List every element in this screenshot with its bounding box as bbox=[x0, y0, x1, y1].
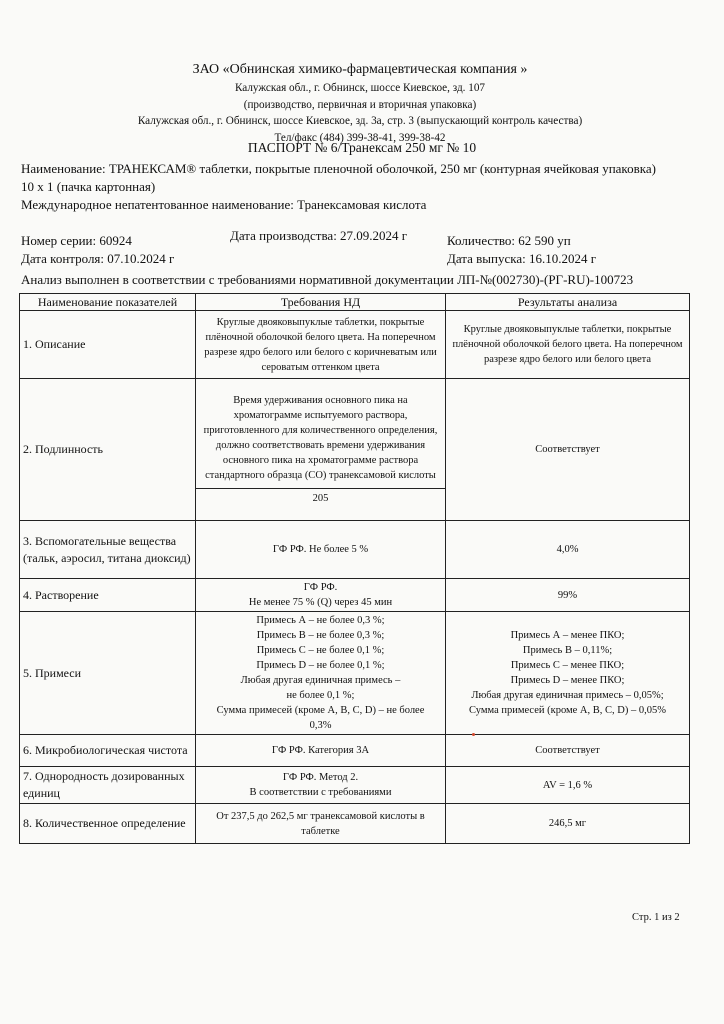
requirement-line: Примесь С – не более 0,1 %; bbox=[256, 645, 385, 656]
indicator-name: 6. Микробиологическая чистота bbox=[20, 735, 196, 767]
result-line: Сумма примесей (кроме А, В, С, D) – 0,05% bbox=[469, 705, 666, 716]
quantity: Количество: 62 590 уп bbox=[447, 233, 571, 248]
result-cell: AV = 1,6 % bbox=[446, 767, 690, 804]
indicator-name: 5. Примеси bbox=[20, 612, 196, 735]
requirement-line: ГФ РФ. Метод 2. bbox=[282, 772, 359, 783]
result-line: Примесь С – менее ПКО; bbox=[510, 660, 625, 671]
result-cell: Соответствует bbox=[446, 735, 690, 767]
result-line: Любая другая единичная примесь – 0,05%; bbox=[471, 690, 664, 701]
phone-fax: Тел/факс (484) 399-38-41, 399-38-42 bbox=[274, 131, 446, 144]
requirement-line: Любая другая единичная примесь – bbox=[240, 675, 401, 686]
result-line: Примесь А – менее ПКО; bbox=[510, 630, 625, 641]
passport-title: ПАСПОРТ № 6/Транексам 250 мг № 10 bbox=[247, 140, 477, 155]
production-note: (производство, первичная и вторичная упаковка) bbox=[243, 98, 477, 111]
indicator-name: 3. Вспомогательные вещества (тальк, аэросил, титана диоксид) bbox=[20, 521, 196, 579]
table-header-row bbox=[20, 294, 690, 311]
requirement-text: Время удерживания основного пика на хроматограмме испытуемого раствора, приготовленного для количественного определения, должно соответствовать времени удерживания основного пика на хроматограмме раствора стандартного образца (СО) транексамовой кислоты bbox=[203, 395, 438, 481]
header-indicator: Наименование показателей bbox=[20, 294, 196, 311]
requirement-line: Не менее 75 % (Q) через 45 мин bbox=[248, 597, 393, 608]
requirement-line: ГФ РФ. bbox=[303, 582, 338, 593]
indicator-name: 8. Количественное определение bbox=[20, 804, 196, 844]
company-name: ЗАО «Обнинская химико-фармацевтическая компания » bbox=[192, 62, 528, 77]
table-row-uniformity bbox=[20, 767, 690, 804]
production-address: Калужская обл., г. Обнинск, шоссе Киевское, зд. 107 bbox=[234, 82, 486, 94]
result-cell: Соответствует bbox=[446, 379, 690, 521]
requirement-cell: От 237,5 до 262,5 мг транексамовой кислоты в таблетке bbox=[196, 804, 446, 844]
result-line: Примесь В – 0,11%; bbox=[522, 645, 613, 656]
indicator-name: 4. Растворение bbox=[20, 579, 196, 612]
indicator-name: 7. Однородность дозированных единиц bbox=[20, 767, 196, 804]
table-row-identity bbox=[20, 379, 690, 521]
production-date: Дата производства: 27.09.2024 г bbox=[230, 228, 408, 243]
table-row-excipients bbox=[20, 521, 690, 579]
result-cell: 246,5 мг bbox=[446, 804, 690, 844]
result-cell: 4,0% bbox=[446, 521, 690, 579]
requirement-line: В соответствии с требованиями bbox=[249, 787, 392, 798]
result-cell: Круглые двояковыпуклые таблетки, покрытые плёночной оболочкой белого цвета. На поперечном разрезе ядро белого или белого цвета bbox=[446, 311, 690, 379]
page-number: Стр. 1 из 2 bbox=[632, 912, 680, 923]
table-row-dissolution bbox=[20, 579, 690, 612]
result-cell bbox=[446, 612, 690, 735]
table-row-impurities bbox=[20, 612, 690, 735]
analysis-statement: Анализ выполнен в соответствии с требованиями нормативной документации ЛП-№(002730)-(РГ-RU)-100723 bbox=[21, 272, 634, 287]
header-requirement: Требования НД bbox=[196, 294, 446, 311]
requirement-cell: ГФ РФ. Не более 5 % bbox=[196, 521, 446, 579]
inn-line: Международное непатентованное наименование: Транексамовая кислота bbox=[21, 197, 427, 212]
requirement-line: Примесь D – не более 0,1 %; bbox=[256, 660, 385, 671]
requirement-line: 0,3% bbox=[309, 720, 332, 731]
requirement-cell bbox=[196, 767, 446, 804]
requirement-cell bbox=[196, 579, 446, 612]
requirement-line: Сумма примесей (кроме А, В, С, D) – не более bbox=[216, 705, 425, 716]
requirement-extra: 205 bbox=[196, 488, 445, 506]
release-date: Дата выпуска: 16.10.2024 г bbox=[447, 251, 597, 266]
product-name-line1: Наименование: ТРАНЕКСАМ® таблетки, покрытые пленочной оболочкой, 250 мг (контурная ячейковая упаковка) bbox=[21, 161, 656, 176]
requirement-cell bbox=[196, 379, 446, 521]
requirement-line: не более 0,1 %; bbox=[286, 690, 355, 701]
table-row-description bbox=[20, 311, 690, 379]
requirement-cell: Круглые двояковыпуклые таблетки, покрытые плёночной оболочкой белого цвета. На поперечном разрезе ядро белого или белого с коричневатым или сероватым оттенком цвета bbox=[196, 311, 446, 379]
requirement-line: Примесь В – не более 0,3 %; bbox=[256, 630, 385, 641]
ink-dot bbox=[472, 733, 475, 736]
requirement-line: Примесь А – не более 0,3 %; bbox=[256, 615, 385, 626]
result-cell: 99% bbox=[446, 579, 690, 612]
batch-series: Номер серии: 60924 bbox=[21, 233, 132, 248]
product-name-line2: 10 х 1 (пачка картонная) bbox=[21, 179, 156, 194]
result-line: Примесь D – менее ПКО; bbox=[510, 675, 625, 686]
requirement-cell bbox=[196, 612, 446, 735]
control-date: Дата контроля: 07.10.2024 г bbox=[21, 251, 175, 266]
analysis-table bbox=[19, 293, 690, 844]
quality-control-address: Калужская обл., г. Обнинск, шоссе Киевское, зд. 3а, стр. 3 (выпускающий контроль качества) bbox=[137, 115, 583, 127]
requirement-cell: ГФ РФ. Категория 3А bbox=[196, 735, 446, 767]
header-result: Результаты анализа bbox=[446, 294, 690, 311]
indicator-name: 2. Подлинность bbox=[20, 379, 196, 521]
table-row-assay bbox=[20, 804, 690, 844]
table-row-microbiology bbox=[20, 735, 690, 767]
document-header bbox=[100, 60, 620, 146]
indicator-name: 1. Описание bbox=[20, 311, 196, 379]
